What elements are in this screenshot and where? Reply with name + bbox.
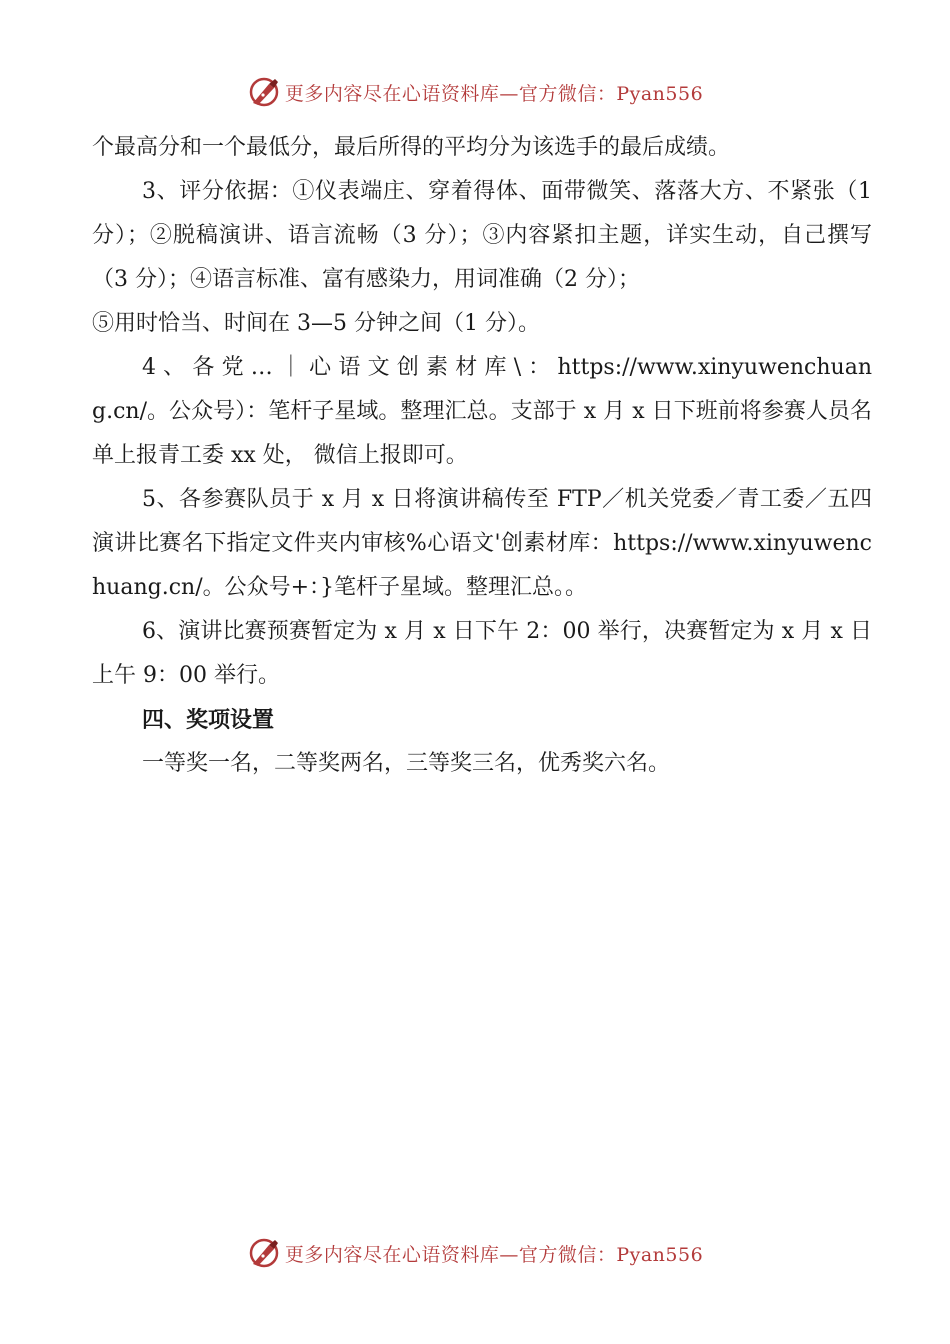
paragraph-7: 一等奖一名，二等奖两名，三等奖三名，优秀奖六名。 xyxy=(142,751,671,776)
paragraph-1: 个最高分和一个最低分，最后所得的平均分为该选手的最后成绩。 xyxy=(92,135,731,160)
paragraph-6: 6、演讲比赛预赛暂定为 x 月 x 日下午 2：00 举行，决赛暂定为 x 月 x 日上午 9：00 举行。 xyxy=(92,619,872,688)
paragraph-2: 3、评分依据：①仪表端庄、穿着得体、面带微笑、落落大方、不紧张（1 分）；②脱稿演讲、语言流畅（3 分）；③内容紧扣主题，详实生动，自己撰写（3 分）；④语言标准、富有感染力，用词准确（2 分）； xyxy=(92,179,872,292)
document-body xyxy=(92,126,872,786)
header-banner xyxy=(0,72,950,112)
banner-text: 更多内容尽在心语资料库—官方微信：Pyan556 xyxy=(284,1243,704,1266)
footer-banner xyxy=(0,1233,950,1273)
paragraph-5: 5、各参赛队员于 x 月 x 日将演讲稿传至 FTP／机关党委／青工委／五四演讲比赛名下指定文件夹内审核%心语文'创素材库：https://www.xinyuwenchuang.cn/。公众号+：}笔杆子星域。整理汇总。。 xyxy=(92,487,872,600)
banner-text: 更多内容尽在心语资料库—官方微信：Pyan556 xyxy=(284,82,704,105)
paragraph-4: 4 、 各 党 … ｜ 心 语 文 创 素 材 库 \ ： https://www.xinyuwenchuang.cn/。公众号）：笔杆子星域。整理汇总。支部于 x 月 x 日下班前将参赛人员名单上报青工委 xx 处， 微信上报即可。 xyxy=(92,355,872,468)
paragraph-3: ⑤用时恰当、时间在 3—5 分钟之间（1 分）。 xyxy=(92,311,540,336)
pen-nib-icon xyxy=(247,75,281,109)
section-heading: 四、奖项设置 xyxy=(142,707,275,733)
pen-nib-icon xyxy=(247,1236,281,1270)
